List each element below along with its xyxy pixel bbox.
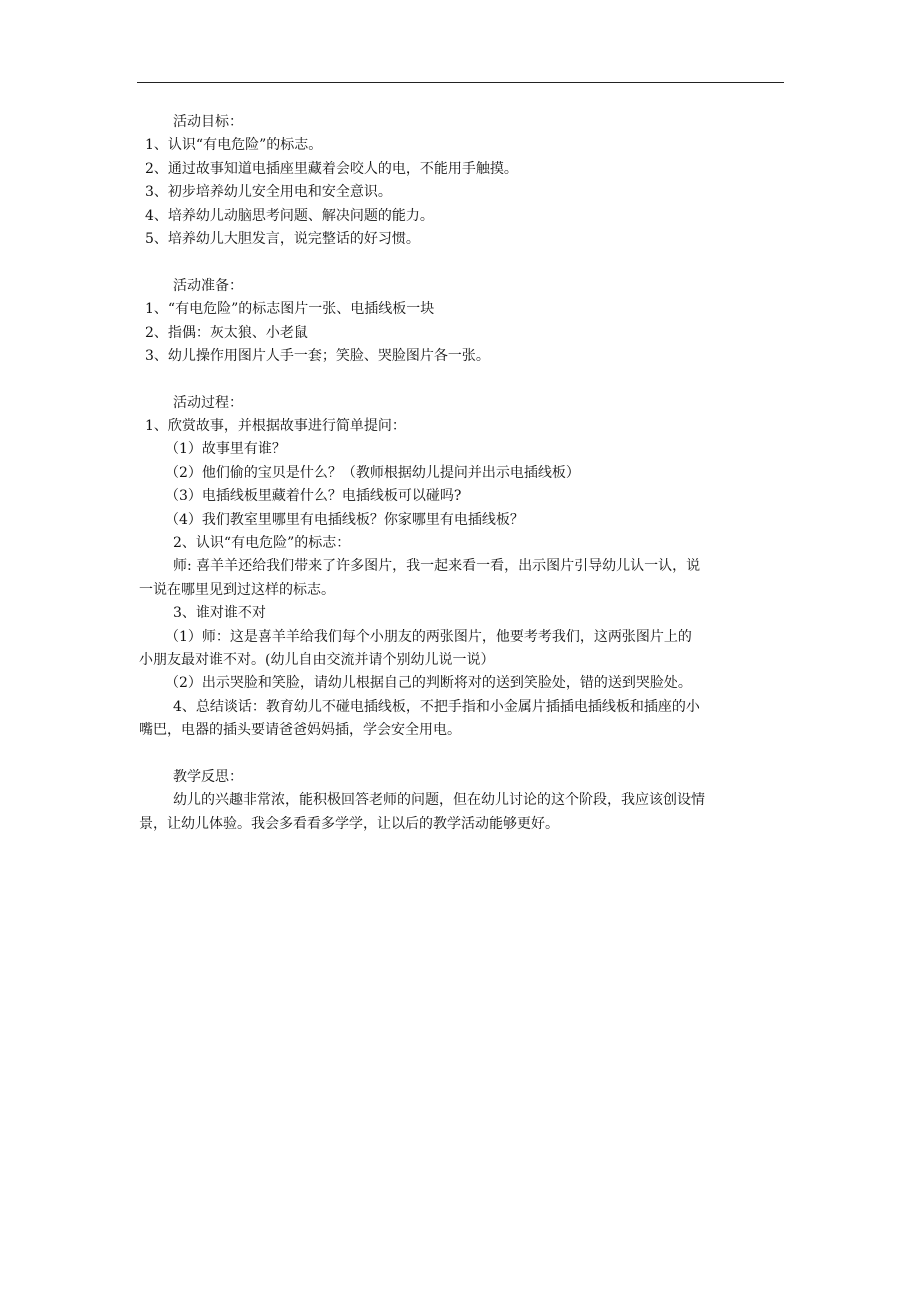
reflection-line-1: 幼儿的兴趣非常浓，能积极回答老师的问题，但在幼儿讨论的这个阶段，我应该创设情 <box>173 792 705 809</box>
step2-text-line-1: 师: 喜羊羊还给我们带来了许多图片，我一起来看一看，出示图片引导幼儿认一认，说 <box>173 558 701 575</box>
goal-item-2: 2、通过故事知道电插座里藏着会咬人的电，不能用手触摸。 <box>145 160 518 177</box>
step2-text-line-2: 一说在哪里见到过这样的标志。 <box>139 581 335 598</box>
reflection-line-2: 景，让幼儿体验。我会多看看多学学，让以后的教学活动能够更好。 <box>139 815 559 832</box>
document-body <box>139 111 785 836</box>
step3-item-2: （2）出示哭脸和笑脸，请幼儿根据自己的判断将对的送到笑脸处，错的送到哭脸处。 <box>165 675 692 692</box>
spacer <box>145 251 785 274</box>
goal-item-5: 5、培养幼儿大胆发言，说完整话的好习惯。 <box>145 230 420 247</box>
process-heading: 活动过程： <box>173 394 243 411</box>
question-1: （1）故事里有谁？ <box>165 441 286 458</box>
process-step-4-line-2: 嘴巴，电器的插头要请爸爸妈妈插，学会安全用电。 <box>139 722 461 739</box>
process-step-3: 3、谁对谁不对 <box>173 605 266 622</box>
goal-item-3: 3、初步培养幼儿安全用电和安全意识。 <box>145 184 392 201</box>
reflection-heading: 教学反思： <box>173 768 243 785</box>
question-2: （2）他们偷的宝贝是什么？（教师根据幼儿提问并出示电插线板） <box>165 464 580 481</box>
prep-item-2: 2、指偶：灰太狼、小老鼠 <box>145 324 308 341</box>
process-step-2: 2、认识“有电危险”的标志： <box>173 535 351 552</box>
goals-heading: 活动目标： <box>173 114 243 130</box>
prep-item-1: 1、“有电危险”的标志图片一张、电插线板一块 <box>145 301 435 318</box>
spacer <box>145 743 785 766</box>
header-rule <box>137 82 784 83</box>
goal-item-1: 1、认识“有电危险”的标志。 <box>145 137 323 154</box>
step3-item-1-line-1: （1）师：这是喜羊羊给我们每个小朋友的两张图片，他要考考我们，这两张图片上的 <box>165 628 692 645</box>
question-3: （3）电插线板里藏着什么？电插线板可以碰吗? <box>165 488 462 505</box>
spacer <box>145 368 785 391</box>
prep-heading: 活动准备： <box>173 277 243 294</box>
step3-item-1-line-2: 小朋友最对谁不对。(幼儿自由交流并请个别幼儿说一说） <box>139 651 495 668</box>
process-step-1: 1、欣赏故事，并根据故事进行简单提问： <box>145 418 406 435</box>
process-step-4-line-1: 4、总结谈话：教育幼儿不碰电插线板，不把手指和小金属片插插电插线板和插座的小 <box>173 698 700 715</box>
goal-item-4: 4、培养幼儿动脑思考问题、解决问题的能力。 <box>145 207 434 224</box>
question-4: （4）我们教室里哪里有电插线板？你家哪里有电插线板？ <box>165 511 524 528</box>
prep-item-3: 3、幼儿操作用图片人手一套；笑脸、哭脸图片各一张。 <box>145 347 490 364</box>
